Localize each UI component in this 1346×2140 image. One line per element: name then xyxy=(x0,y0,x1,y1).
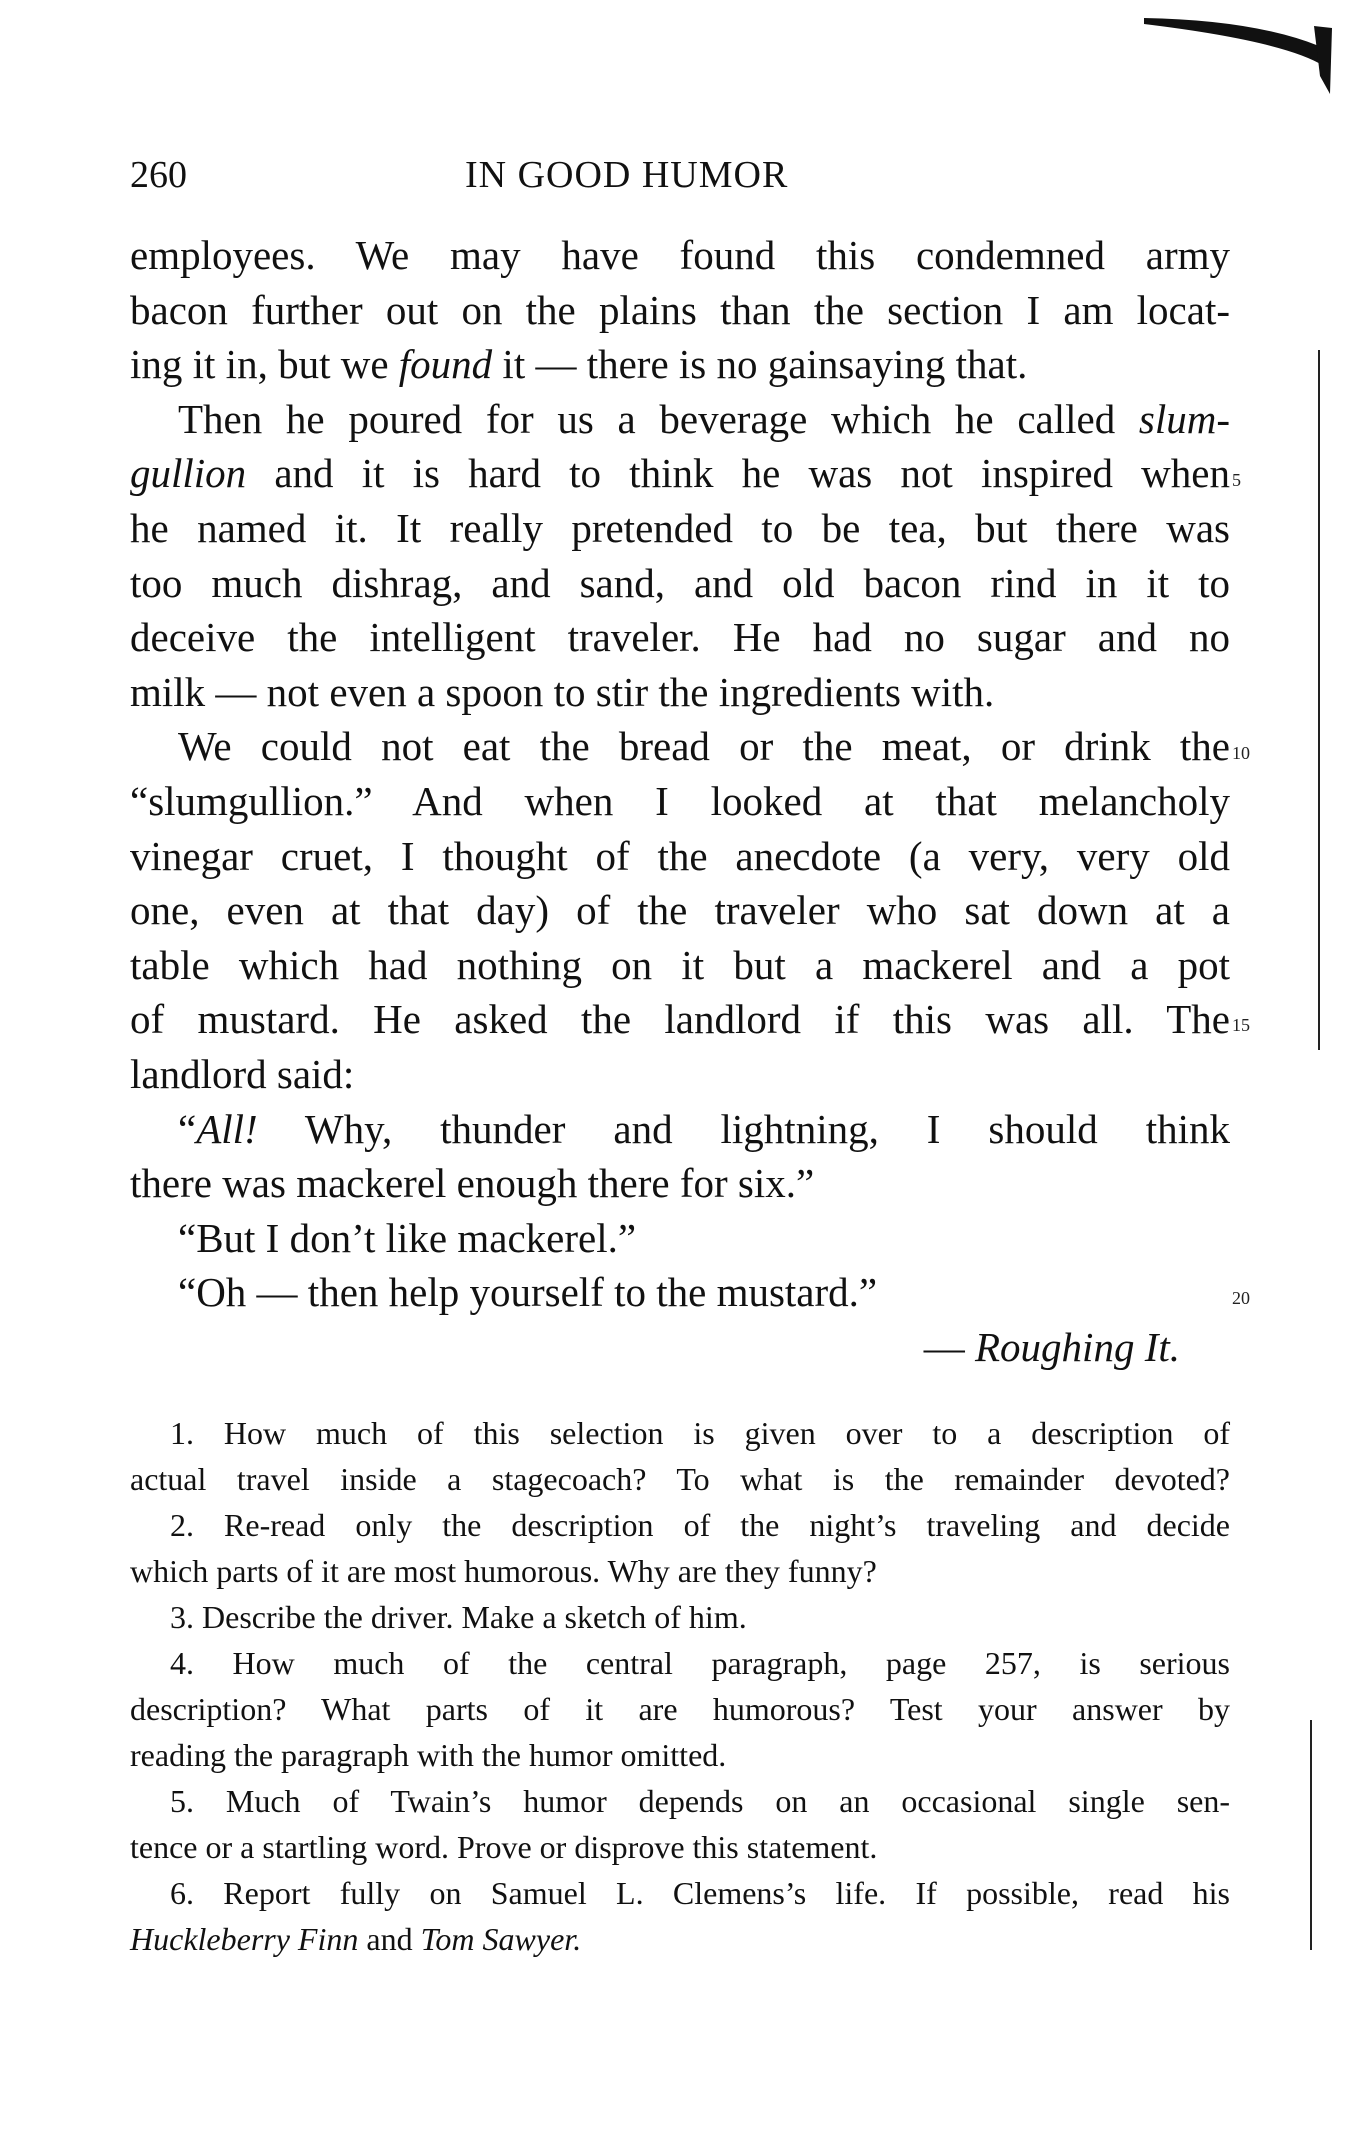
text-line: table which had nothing on it but a mackerel and a pot xyxy=(130,941,1230,988)
question-line: actual travel inside a stagecoach? To what is the remainder devoted? xyxy=(130,1461,1230,1497)
text-line: deceive the intelligent traveler. He had no sugar and no xyxy=(130,614,1230,661)
text-line: Then he poured for us a beverage which he called slum- xyxy=(178,395,1231,442)
text-line: milk — not even a spoon to stir the ingredients with. xyxy=(130,668,995,715)
text-line: one, even at that day) of the traveler who sat down at a xyxy=(130,887,1230,934)
source-attribution: — Roughing It. xyxy=(923,1323,1180,1370)
text-line: there was mackerel enough there for six.” xyxy=(130,1160,815,1207)
scan-corner-mark xyxy=(1134,6,1334,96)
margin-rule xyxy=(1318,350,1320,1050)
text-line: “slumgullion.” And when I looked at that melancholy xyxy=(130,777,1230,824)
question-line: 2. Re-read only the description of the night’s traveling and decide xyxy=(170,1507,1230,1543)
question-line: 5. Much of Twain’s humor depends on an occasional single sen- xyxy=(170,1783,1230,1819)
text-line: employees. We may have found this condemned army xyxy=(130,232,1230,278)
question-line: 3. Describe the driver. Make a sketch of him. xyxy=(170,1599,747,1635)
question-line: Huckleberry Finn and Tom Sawyer. xyxy=(130,1921,582,1957)
question-line: description? What parts of it are humorous? Test your answer by xyxy=(130,1691,1230,1727)
book-title: Tom Sawyer. xyxy=(420,1921,582,1957)
italic-word: All! xyxy=(196,1105,258,1152)
italic-word: found xyxy=(398,341,493,388)
line-number-20: 20 xyxy=(1232,1288,1250,1308)
margin-rule xyxy=(1310,1720,1312,1950)
text-line: We could not eat the bread or the meat, or drink the xyxy=(178,723,1230,770)
question-line: which parts of it are most humorous. Why are they funny? xyxy=(130,1553,877,1589)
question-line: 6. Report fully on Samuel L. Clemens’s life. If possible, read his xyxy=(170,1875,1230,1911)
italic-word: slum- xyxy=(1138,395,1231,442)
question-line: 4. How much of the central paragraph, page 257, is serious xyxy=(170,1645,1230,1681)
text-line: “All! Why, thunder and lightning, I should think xyxy=(178,1105,1231,1152)
running-title: IN GOOD HUMOR xyxy=(465,154,789,196)
text-line: too much dishrag, and sand, and old bacon rind in it to xyxy=(130,559,1230,606)
text-line: “Oh — then help yourself to the mustard.” xyxy=(178,1269,878,1316)
text-line: of mustard. He asked the landlord if this was all. The xyxy=(130,996,1230,1043)
text-line: bacon further out on the plains than the section I am locat- xyxy=(130,286,1230,333)
question-line: tence or a startling word. Prove or disprove this statement. xyxy=(130,1829,878,1865)
source-title: Roughing It. xyxy=(975,1323,1180,1370)
page-number: 260 xyxy=(130,154,187,196)
book-title: Huckleberry Finn xyxy=(130,1921,359,1957)
text-line: “But I don’t like mackerel.” xyxy=(178,1214,637,1261)
text-line: ing it in, but we found it — there is no gainsaying that. xyxy=(130,341,1028,388)
italic-word: gullion xyxy=(130,450,247,497)
text-line: vinegar cruet, I thought of the anecdote (a very, very old xyxy=(130,832,1230,879)
question-line: reading the paragraph with the humor omitted. xyxy=(130,1737,727,1773)
question-line: 1. How much of this selection is given over to a description of xyxy=(170,1415,1230,1451)
line-number-15: 15 xyxy=(1232,1015,1250,1035)
line-number-5: 5 xyxy=(1232,470,1241,490)
line-number-10: 10 xyxy=(1232,743,1250,763)
study-questions xyxy=(130,1410,1230,1962)
text-line: landlord said: xyxy=(130,1050,355,1097)
text-line: he named it. It really pretended to be tea, but there was xyxy=(130,504,1230,551)
text-line: gullion and it is hard to think he was not inspired when xyxy=(130,450,1230,497)
body-text xyxy=(130,228,1230,1374)
page-header xyxy=(130,150,1230,200)
